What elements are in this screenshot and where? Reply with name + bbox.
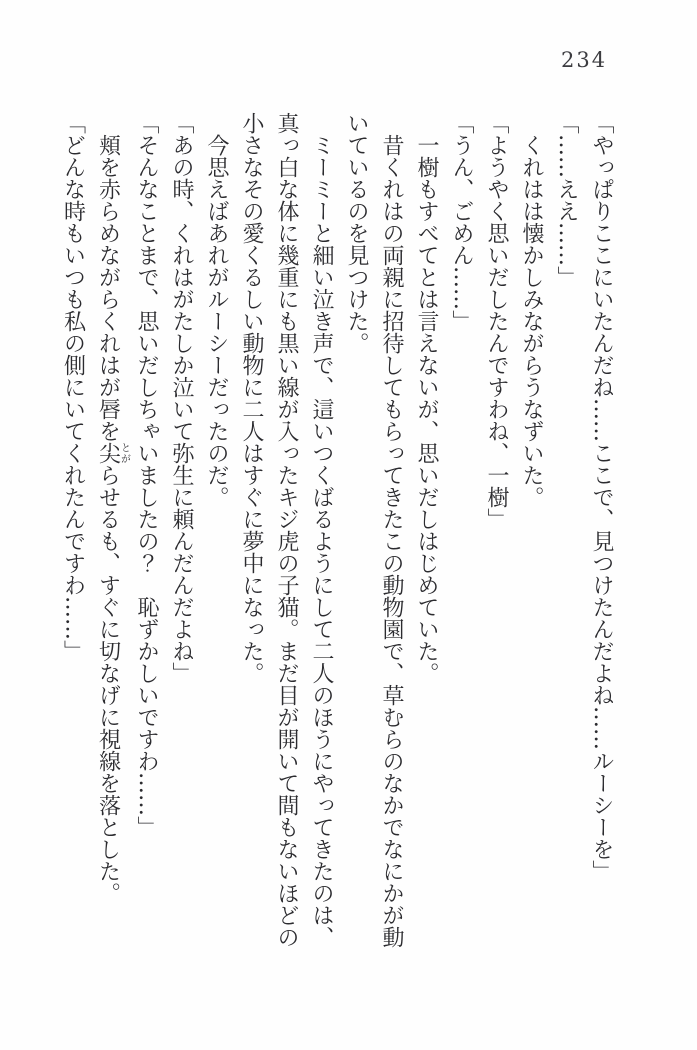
ruby-annotation — [95, 442, 130, 464]
paragraph-7: 昔くれはの両親に招待してもらってきたこの動物園で、草むらのなかでなにかが動いているのを見つけた。 — [344, 112, 404, 948]
paragraph-5: 「うん、ごめん……」 — [449, 112, 474, 332]
paragraph-13: 「どんな時もいつも私の側にいてくれたんですわ……」 — [60, 112, 86, 662]
paragraph-12-before: 頬を赤らめながらくれはが唇を — [95, 134, 121, 442]
paragraph-3: くれはは懐かしみながらうなずいた。 — [519, 134, 544, 508]
page-number: 234 — [561, 48, 608, 72]
paragraph-11: 「そんなことまで、思いだしちゃいましたの？ 恥ずかしいですわ……」 — [134, 112, 159, 838]
paragraph-1: 「やっぱりここにいたんだね……ここで、見つけたんだよね……ルーシーを」 — [589, 112, 614, 882]
paragraph-2: 「……ええ……」 — [554, 112, 579, 288]
paragraph-12 — [91, 112, 130, 954]
ruby-reading: とが — [118, 442, 130, 464]
paragraph-12-after: らせるも、すぐに切なげに視線を落とした。 — [95, 464, 121, 904]
paragraph-10: 「あの時、くれはがたしか泣いて弥生に頼んだんだよね」 — [169, 112, 194, 684]
paragraph-8: ミーミーと細い泣き声で、這いつくばるようにして二人のほうにやってきたのは、真っ白な体に幾重にも黒い線が入ったキジ虎の子猫。まだ目が開いて間もないほどの小さなその愛くるしい動物に二人はすぐに夢中になった。 — [239, 112, 334, 948]
vertical-text-block — [56, 112, 620, 954]
paragraph-9: 今思えばあれがルーシーだったのだ。 — [204, 134, 229, 508]
ruby-base: 尖 — [95, 442, 121, 464]
paragraph-4: 「ようやく思いだしたんですわね、一樹」 — [484, 112, 509, 530]
paragraph-6: 一樹もすべてとは言えないが、思いだしはじめていた。 — [414, 134, 439, 684]
